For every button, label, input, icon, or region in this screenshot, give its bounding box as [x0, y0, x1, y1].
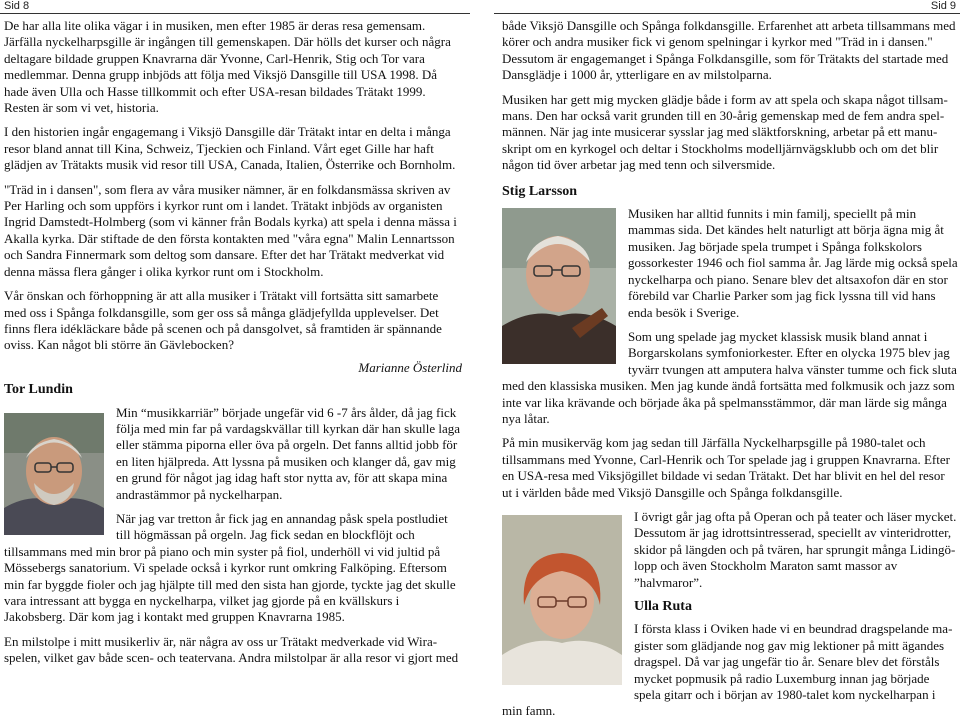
paragraph: En milstolpe i mitt musikerliv är, när några av oss ur Trätakt medverkade vid Wira-spelen, vilket gav både scen- och teatervana. Andra milstolpar är alla resor vi gjort med: [4, 633, 459, 666]
paragraph: I den historien ingår engagemang i Viksjö Dansgille där Trätakt intar en delta i många resor bland annat till Kina, Schweiz, Tjeckien och Finland. Vårt eget Gille har haft glädjen av Trätakts musik vid resor till USA, Canada, Italien, Österrike och Bornholm.: [4, 124, 456, 173]
paragraph: I första klass i Oviken hade vi en beundrad dragspelande ma-gister som glädjande nog gav mig lektioner på mitt ägandes dragspel. Då var jag ungefär tio år. Senare blev det förståls mycket popmusik på radio Luxemburg innan jag började spela gitarr och i början av 1980-talet kom nyckelharpan i min famn.: [502, 621, 953, 719]
header-rule-left: [0, 13, 470, 14]
left-column: [4, 18, 462, 675]
paragraph: På min musikerväg kom jag sedan till Järfälla Nyckelharpsgille på 1980-talet och tillsammans med Yvonne, Carl-Henrik och Tor spelade jag i gruppen Knavrarna. Efter en USA-resa med Viksjögillet bildade vi sedan Trätakt. Det har blivit en hel del resor ut i världen både med Viksjö Dansgille och Spånga folkdansgille.: [502, 435, 950, 500]
portrait-ulla-ruta: [502, 515, 622, 685]
paragraph: "Träd in i dansen", som flera av våra musiker nämner, är en folkdansmässa skriven av Per Harling och som uppförs i kyrkor runt om i landet. Trätakt inbjöds av organisten Ingrid Damstedt-Holmberg (som vi känner från Bodals kyrka) att spela i denna mässa i Akalla kyrka. Där stiftade de den första kontakten med "våra egna" Malin Lennartsson och Sandra Finnermark som deltog som dansare. Efter det har Trätakt medverkat vid denna mässa flera gånger i olika kyrkor runt om i Stockholm.: [4, 181, 457, 279]
section-heading-ulla: Ulla Ruta: [634, 599, 692, 614]
portrait-tor-lundin: [4, 413, 104, 535]
portrait-stig-larsson: [502, 208, 616, 364]
right-column: [502, 18, 958, 728]
paragraph: De har alla lite olika vägar i in musiken, men efter 1985 är deras resa gemensam. Järfälla nyckelharpsgille är ingången till gemenskapen. Där hölls det kurser och några deltagare bildade gruppen Knavrarna där Yvonne, Carl-Henrik, Stig och Tor vara medlemmar. Denna grupp inbjöds att följa med Viksjö Dansgille till USA 1998. Då hade även Ulla och Hasse tillkommit och efter USA-resan bildades Trätakt 1999. Resten är som vi vet, historia.: [4, 18, 451, 116]
paragraph: Musiken har gett mig mycken glädje både i form av att spela och skapa något tillsam-mans. Den har också varit grunden till en 30-årig gemenskap med de fem andra spel-männen. När jag inte musicerar sysslar jag med släktforskning, arbetar på ett manu-skript om en kyrkogel och deltar i Stockholms modelljärnvägsklubb och om det blir någon tid över arbetar jag med tenn och silversmide.: [502, 91, 948, 173]
page-number-right: Sid 9: [930, 0, 956, 12]
paragraph: både Viksjö Dansgille och Spånga folkdansgille. Erfarenhet att arbeta tillsammans med körer och andra musiker fick vi genom spelningar i kyrkor med "Träd in i dansen." Dessutom är engagemanget i Spånga Folkdansgille, som för Trätakts del startade med Dansglädje i 1000 år, ytterligare en av milstolparna.: [502, 18, 956, 83]
paragraph: Vår önskan och förhoppning är att alla musiker i Trätakt vill fortsätta sitt samarbete med oss i Spånga folkdansgille, som ger oss så många glädjefyllda upplevelser. Det finns flera idékläckare både på scenen och på dansgolvet, så framtiden är spännande oviss. Kan något bli större än Gävlebocken?: [4, 288, 442, 353]
paragraph: Som ung spelade jag mycket klassisk musik bland annat i Borgarskolans symfoniorkester. Efter en olycka 1975 blev jag tyvärr tvungen att amputera halva vänster tumme och fick sluta med den klassiska musiken. Men jag kunde ändå fortsätta med folkmusik och jazz som inte var lika krävande och började åka på spelmansstämmor, där man lärde sig många nya låtar.: [502, 328, 957, 426]
section-heading-tor: Tor Lundin: [4, 382, 73, 398]
paragraph: I övrigt går jag ofta på Operan och på teater och läser mycket. Dessutom är jag idrottsintresserad, speciellt av vinteridrotter, skidor på längden och på tvären, har sprungit många Lidingö-lopp och även Stockholm Maraton samt massor av ”halvmaror”.: [634, 508, 957, 590]
author-signature: Marianne Österlind: [358, 359, 462, 375]
paragraph: Min “musikkarriär” började ungefär vid 6 -7 års ålder, då jag fick följa med min far på vardagskvällar till kyrkan där han skulle laga eller stämma piporna eller öva på orgeln. Det fanns alltid jobb för en liten hjälpreda. Att lyssna på musiken och klanger då, gav mig en grund för något jag idag haft stor nytta av, för att skapa mina andrastämmor på nyckelharpan.: [116, 404, 461, 502]
section-heading-stig: Stig Larsson: [502, 183, 578, 199]
paragraph: Musiken har alltid funnits i min familj, speciellt på min mammas sida. Det kändes helt naturligt att börja ägna mig åt musiken. Jag började spela trumpet i Spånga folkskolors gossorkester 1946 och fiol samma år. Jag lärde mig också spela nyckelharpa och piano. Senare blev det altsaxofon där en stor förebild var Charlie Parker som jag fick lyssna till vid hans enda besök i Sverige.: [628, 206, 958, 320]
paragraph: När jag var tretton år fick jag en annandag påsk spela postludiet till högmässan på orgeln. Jag fick sedan en blockflöjt och tillsammans med min bror på piano och min syster på fiol, underhöll vi vid jultid på Mössebergs sanatorium. Vi spelade också i kyrkor runt omkring Falköping. Eftersom min far byggde fioler och jag hjälpte till med den sista han gjorde, tyckte jag det skulle vara intressant att bygga en nyckelharpa, vilket jag gjorde på en kvällskurs i Jakobsberg. Där kom jag i kontakt med gruppen Knavrarna 1985.: [4, 510, 456, 625]
page-number-left: Sid 8: [4, 0, 30, 12]
header-rule-right: [494, 13, 960, 14]
